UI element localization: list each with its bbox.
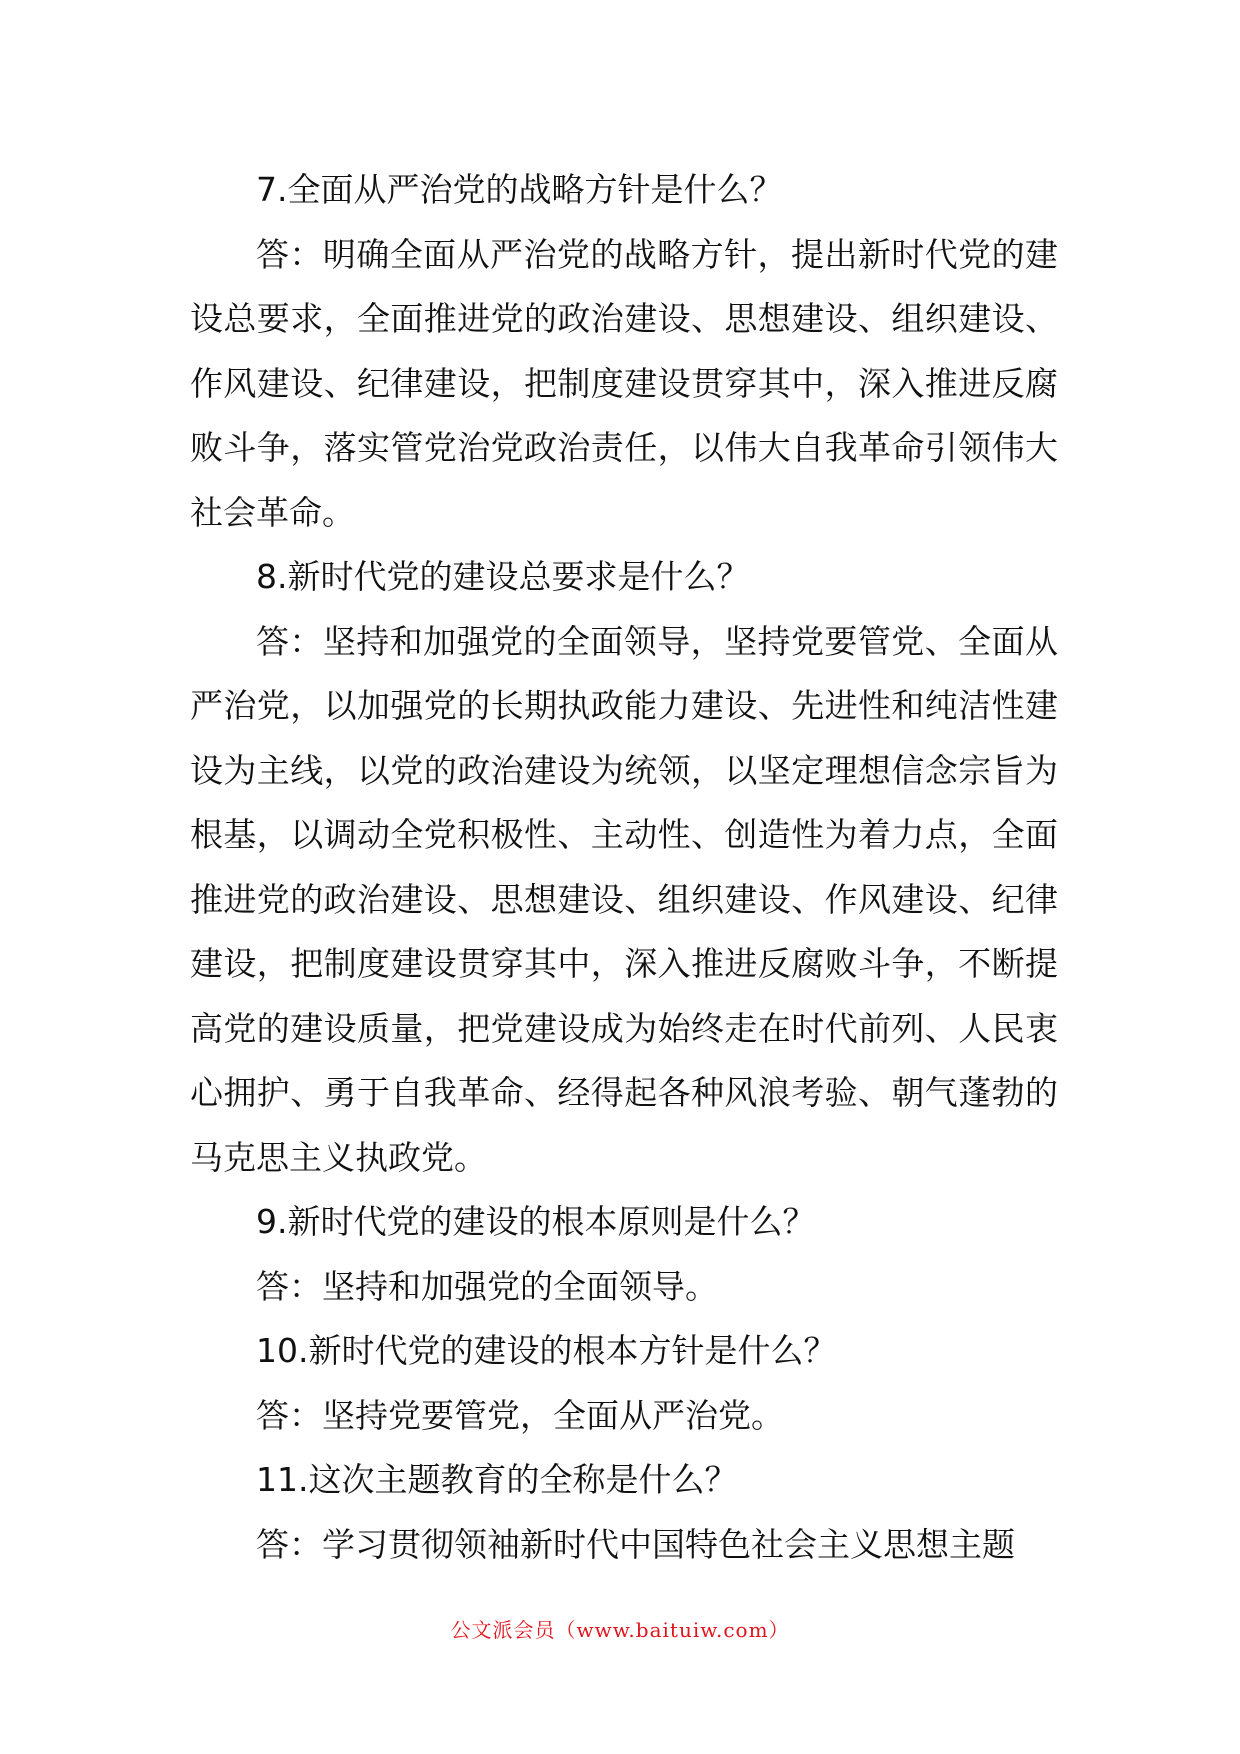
question-9: 9.新时代党的建设的根本原则是什么？: [256, 1202, 816, 1241]
answer-8: 答：坚持和加强党的全面领导，坚持党要管党、全面从严治党，以加强党的长期执政能力建设、先进性和纯洁性建设为主线，以党的政治建设为统领，以坚定理想信念宗旨为根基，以调动全党积极性、主动性、创造性为着力点，全面推进党的政治建设、思想建设、组织建设、作风建设、纪律建设，把制度建设贯穿其中，深入推进反腐败斗争，不断提高党的建设质量，把党建设成为始终走在时代前列、人民衷心拥护、勇于自我革命、经得起各种风浪考验、朝气蓬勃的马克思主义执政党。: [190, 621, 1058, 1177]
question-11: 11.这次主题教育的全称是什么？: [256, 1460, 738, 1499]
answer-11: 答：学习贯彻领袖新时代中国特色社会主义思想主题: [256, 1524, 1015, 1564]
question-8: 8.新时代党的建设总要求是什么？: [256, 557, 750, 596]
answer-9: 答：坚持和加强党的全面领导。: [256, 1266, 718, 1306]
document-body: [190, 158, 1058, 1577]
question-7: 7.全面从严治党的战略方针是什么？: [256, 170, 783, 209]
answer-10: 答：坚持党要管党，全面从严治党。: [256, 1395, 784, 1435]
answer-7: 答：明确全面从严治党的战略方针，提出新时代党的建设总要求，全面推进党的政治建设、思想建设、组织建设、作风建设、纪律建设，把制度建设贯穿其中，深入推进反腐败斗争，落实管党治党政治责任，以伟大自我革命引领伟大社会革命。: [190, 234, 1058, 532]
footer-watermark: 公文派会员（www.baituiw.com）: [450, 1618, 790, 1642]
question-10: 10.新时代党的建设的根本方针是什么？: [256, 1331, 837, 1370]
